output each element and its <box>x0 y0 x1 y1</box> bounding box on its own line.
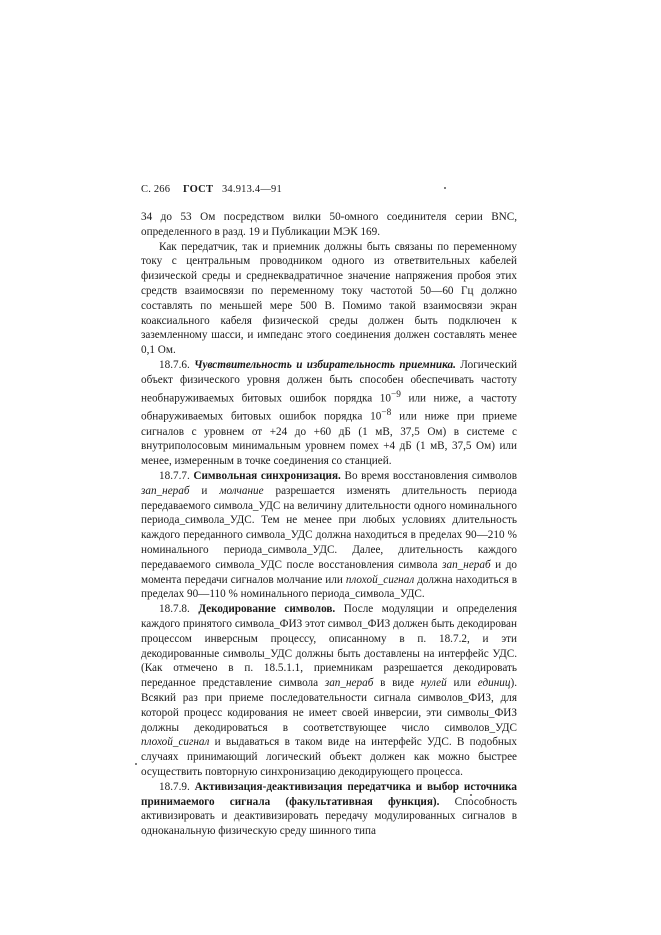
scan-speck <box>444 187 446 189</box>
italic-term: зап_нераб <box>442 558 491 571</box>
scan-speck <box>135 763 137 765</box>
section-number: 18.7.7. <box>159 470 190 483</box>
section-title: Декодирование символов. <box>198 603 336 616</box>
section-18-7-6 <box>141 358 517 469</box>
section-title: Чувствительность и избирательность приемника. <box>194 358 456 371</box>
italic-term: плохой_сигнал <box>141 736 210 749</box>
section-text: и <box>189 484 220 497</box>
section-number: 18.7.6. <box>159 358 190 371</box>
italic-term: нулей <box>420 677 447 690</box>
body-text <box>141 210 517 839</box>
section-title: Активизация-деактивизация передатчика и выбор источника принимаемого сигнала (факультативная функция). <box>141 780 518 808</box>
section-18-7-8 <box>141 602 517 780</box>
section-18-7-9 <box>141 780 517 839</box>
section-title: Символьная синхронизация. <box>193 470 341 483</box>
section-text: или <box>446 677 478 690</box>
section-text: Способность активизировать и деактивизировать передачу модулированных сигналов в одноканальную физическую среду шинного типа <box>141 795 517 838</box>
section-number: 18.7.9. <box>159 780 190 793</box>
section-text: разрешается изменять длительность периода передаваемого символа_УДС на величину длительности одного номинального периода_символа_УДС. Тем не менее при любых условиях длительность каждого переданного символа_УДС должна находиться в пределах 90—210 % номинального периода_символа_УДС. Далее, длительность каждого передаваемого символа_УДС после восстановления символа <box>141 484 517 571</box>
section-text: Во время восстановления символов <box>344 470 518 483</box>
italic-term: зап_нераб <box>141 484 190 497</box>
section-18-7-7 <box>141 469 517 602</box>
section-text: должна находиться в пределах 90—110 % номинального периода_символа_УДС. <box>141 573 518 601</box>
italic-term: зап_нераб <box>324 677 374 690</box>
paragraph-continuation <box>141 210 517 240</box>
exponent: −8 <box>381 408 392 419</box>
paragraph-text: Как передатчик, так и приемник должны быть связаны по переменному току с центральным проводником одного из ответвительных кабелей физической среды и среднеквадратичное значение напряжения пробоя этих средств взаимосвязи по переменному току частотой 50—60 Гц должно составлять по меньшей мере 500 В. Помимо такой взаимосвязи экран коаксиального кабеля физической среды должен быть подключен к заземленному шасси, и импеданс этого соединения должен составлять менее 0,1 Ом. <box>141 240 517 357</box>
standard-number: 34.913.4—91 <box>221 184 282 195</box>
paragraph-text: 34 до 53 Ом посредством вилки 50-омного соединителя серии BNC, определенного в разд. 19 и Публикации МЭК 169. <box>141 211 517 238</box>
section-text: или ниже при приеме сигналов с уровнем от +24 до +60 дБ (1 мВ, 37,5 Ом) в системе с внутриполосовым минимальным уровнем помех +4 дБ (1 мВ, 37,5 Ом) или менее, измеренным в точке соединения со станцией. <box>141 410 517 468</box>
section-text: или ниже, а частоту обнаруживаемых битовых ошибок порядка 10 <box>141 392 518 423</box>
scan-speck <box>470 794 472 796</box>
section-text: в виде <box>373 677 421 690</box>
paragraph-coupling <box>141 240 517 358</box>
section-text: Логический объект физического уровня должен быть способен обеспечивать частоту необнаруживаемых битовых ошибок порядка 10 <box>141 358 518 405</box>
section-number: 18.7.8. <box>159 603 190 616</box>
page-header <box>141 184 292 195</box>
section-text: ). Всякий раз при приеме последовательности сигнала символов_ФИЗ, для которой процесс кодирования не имеет своей инверсии, эти символы_ФИЗ должны декодироваться в соответствующее число символов_УДС <box>141 677 517 734</box>
section-text: и выдаваться в таком виде на интерфейс УДС. В подобных случаях принимающий логический объект должен как можно быстрее осуществить повторную синхронизацию декодирующего процесса. <box>141 736 517 778</box>
section-text: После модуляции и определения каждого принятого символа_ФИЗ этот символ_ФИЗ должен быть декодирован процессом инверсным процессу, описанному в п. 18.7.2, и эти декодированные символы_УДС должны быть доставлены на интерфейс УДС. (Как отмечено в п. 18.5.1.1, приемникам разрешается декодировать переданное представление символа <box>141 603 518 690</box>
page-number: С. 266 <box>141 184 171 195</box>
exponent: −9 <box>390 389 401 400</box>
standard-label: ГОСТ <box>183 184 214 195</box>
italic-term: молчание <box>219 484 264 497</box>
italic-term: плохой_сигнал <box>345 573 415 586</box>
section-text: и до момента передачи сигналов молчание или <box>141 558 517 586</box>
italic-term: единиц <box>477 677 511 690</box>
